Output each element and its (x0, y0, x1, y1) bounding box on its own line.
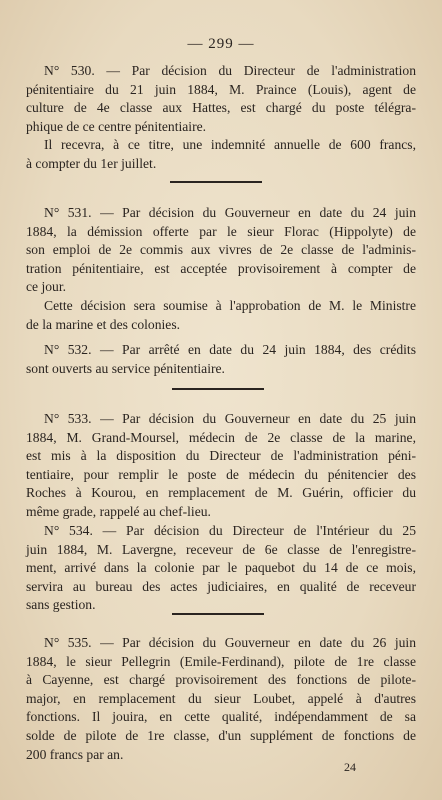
text-line: 1884, M. Grand-Moursel, médecin de 2e classe de la marine, (26, 429, 416, 445)
text-line: même grade, rappelé au chef-lieu. (26, 503, 211, 519)
section-divider (172, 388, 264, 390)
paragraph-530 (26, 62, 416, 174)
text-line: culture de 4e classe aux Hattes, est chargé du poste télégra- (26, 100, 416, 116)
text-line: servira au bureau des actes judiciaires, en qualité de receveur (26, 578, 416, 594)
page-number: — 299 — (187, 36, 255, 52)
text-line: pénitentiaire du 21 juin 1884, M. Praince (Louis), agent de (26, 81, 416, 97)
text-line: de la marine et des colonies. (26, 316, 181, 332)
text-line: N° 532. — Par arrêté en date du 24 juin 1884, des crédits (44, 342, 416, 357)
text-line: à Cayenne, est chargé provisoirement des fonctions de pilote- (26, 672, 416, 688)
paragraph-532 (26, 341, 416, 378)
text-line: sont ouverts au service pénitentiaire. (26, 360, 225, 376)
section-divider (172, 613, 264, 615)
text-line: N° 530. — Par décision du Directeur de l'administration (44, 63, 416, 78)
text-line: à compter du 1er juillet. (26, 155, 157, 171)
text-line: Roches à Kourou, en remplacement de M. Guérin, officier du (26, 485, 416, 501)
text-line: Il recevra, à ce titre, une indemnité annuelle de 600 francs, (44, 137, 416, 153)
text-line: 200 francs par an. (26, 746, 124, 762)
text-line: est mis à la disposition du Directeur de l'administration péni- (26, 448, 416, 464)
text-line: ment, arrivé dans la colonie par le paquebot du 14 de ce mois, (26, 560, 416, 576)
text-line: major, en remplacement du sieur Loubet, appelé à d'autres (26, 690, 416, 706)
text-line: tentiaire, pour remplir le poste de médecin du pénitencier des (26, 466, 416, 482)
text-line: sans gestion. (26, 597, 96, 613)
paragraph-533 (26, 410, 416, 522)
text-line: 1884, la démission offerte par le sieur Florac (Hippolyte) de (26, 223, 416, 239)
paragraph-534 (26, 522, 416, 615)
text-line: Cette décision sera soumise à l'approbation de M. le Ministre (44, 297, 416, 313)
section-divider (170, 181, 262, 183)
text-line: tration pénitentiaire, est acceptée provisoirement à compter de (26, 260, 416, 276)
text-line: fonctions. Il jouira, en cette qualité, indépendamment de sa (26, 709, 416, 725)
text-line: solde de pilote de 1re classe, d'un supplément de fonctions de (26, 727, 416, 743)
text-line: juin 1884, M. Lavergne, receveur de 6e classe de l'enregistre- (26, 541, 416, 557)
paragraph-531 (26, 204, 416, 334)
text-line: phique de ce centre pénitentiaire. (26, 118, 207, 134)
text-line: son emploi de 2e commis aux vivres de 2e classe de l'adminis- (26, 242, 416, 258)
text-line: 1884, le sieur Pellegrin (Emile-Ferdinand), pilote de 1re classe (26, 653, 416, 669)
text-line: N° 533. — Par décision du Gouverneur en date du 25 juin (44, 411, 416, 426)
text-line: ce jour. (26, 279, 67, 295)
text-line: N° 535. — Par décision du Gouverneur en date du 26 juin (44, 635, 416, 650)
signature-mark: 24 (344, 760, 356, 774)
text-line: N° 531. — Par décision du Gouverneur en date du 24 juin (44, 205, 416, 220)
text-line: N° 534. — Par décision du Directeur de l'Intérieur du 25 (44, 523, 416, 538)
paragraph-535 (26, 634, 416, 764)
